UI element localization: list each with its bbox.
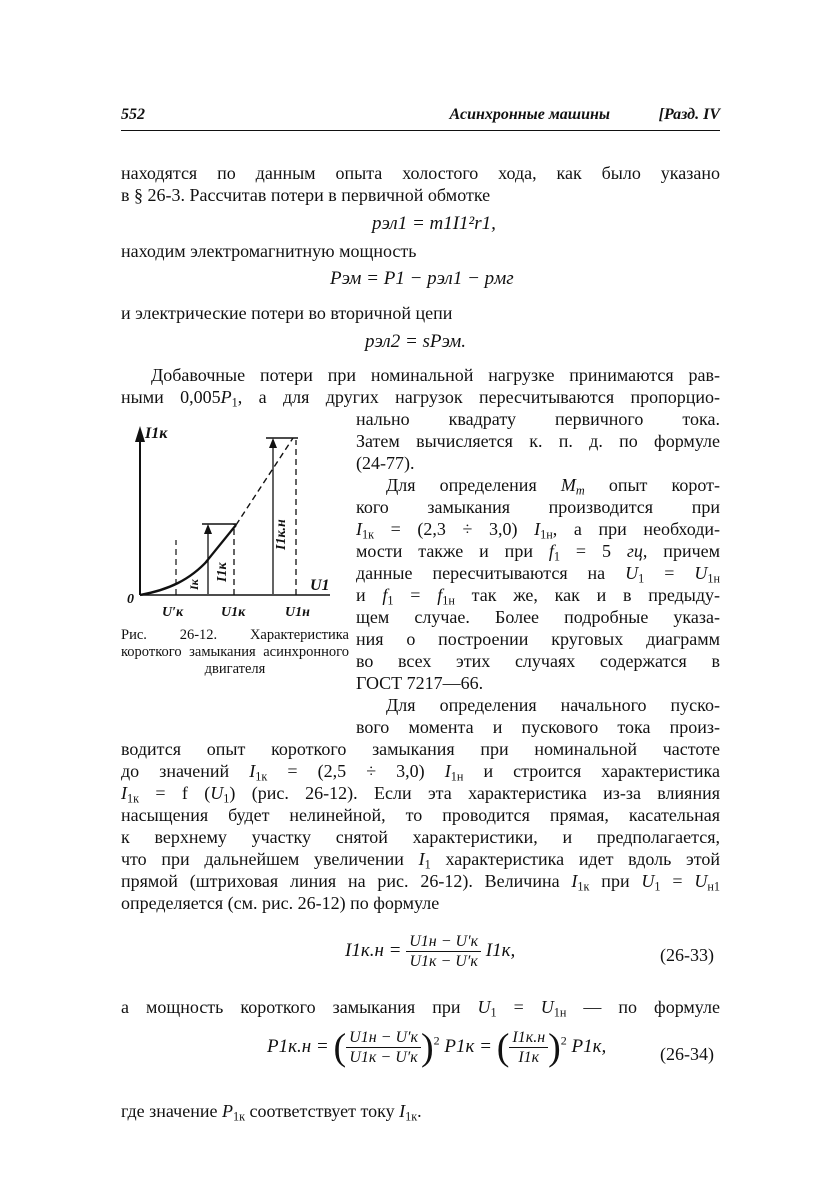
part-label: [Разд. IV xyxy=(658,106,720,123)
text-line: $I_{1к} = f$ $(U_1)$ (рис. 26-12). Если эта характеристика из-за влияния xyxy=(121,783,720,806)
text-line: определяется (см. рис. 26-12) по формуле xyxy=(121,893,440,913)
equation-pel1: pэл1 = m1I1²r1, xyxy=(372,213,496,234)
text-line: мости также и при $f_1 = 5$ гц, причем xyxy=(356,541,721,564)
i1kn-label: I1к.н xyxy=(274,519,289,550)
text-line: водится опыт короткого замыкания при номинальной частоте xyxy=(121,739,720,759)
equation-26-33: I1к.н = $\frac{U1н - U'к}{U1к - U'к}$ I1к, xyxy=(345,933,516,970)
text-line: насыщения будет нелинейной, то проводится прямая, касательная xyxy=(121,805,720,825)
text-line: $I_{1к} = (2,3 \div 3,0)$ $I_{1н}$, а при необходи- xyxy=(356,519,720,542)
text-line: ными $0,005P_1$, а для других нагрузок пересчитываются пропорцио- xyxy=(121,387,720,410)
fraction: $\frac{U1н - U'к}{U1к - U'к}$ xyxy=(406,932,481,971)
equation-pem: Pэм = P1 − pэл1 − pмг xyxy=(330,268,514,289)
text-line: в § 26-3. Рассчитав потери в первичной обмотке xyxy=(121,185,491,205)
text-line: щем случае. Более подробные указа- xyxy=(356,607,720,627)
text-line: до значений $I_{1к} = (2,5 \div 3,0)$ $I_{1н}$ и строится характеристика xyxy=(121,761,720,784)
text-line: находим электромагнитную мощность xyxy=(121,241,417,261)
y-axis-arrow-icon xyxy=(135,426,145,442)
text-line: ния о построении круговых диаграмм xyxy=(356,629,720,649)
equation-pel2: pэл2 = sPэм. xyxy=(365,331,467,352)
arrow-head-icon xyxy=(269,438,277,448)
text-line: кого замыкания производится при xyxy=(356,497,720,517)
text-line: к верхнему участку снятой характеристики, и предполагается, xyxy=(121,827,720,847)
text-line: прямой (штриховая линия на рис. 26-12). Величина $I_{1к}$ при $U_1 = U_{н1}$ xyxy=(121,871,720,894)
text-line: ГОСТ 7217—66. xyxy=(356,673,484,693)
u1k-label: U1к xyxy=(221,605,246,620)
text-line: и $f_1 = f_{1н}$ так же, как и в предыду- xyxy=(356,585,721,608)
text-line: где значение $P_{1к}$ соответствует току $I_{1к}$. xyxy=(121,1101,422,1124)
section-title: Асинхронные машины xyxy=(449,106,610,123)
text-line: находятся по данным опыта холостого хода, как было указано xyxy=(121,163,720,183)
equation-number: (26-33) xyxy=(660,945,714,965)
text-line: Для определения $M_m$ опыт корот- xyxy=(386,475,721,498)
arrow-head-icon xyxy=(204,524,212,534)
ik-label: Iк xyxy=(187,579,201,590)
text-line: вого момента и пускового тока произ- xyxy=(356,717,720,737)
text-line: Добавочные потери при номинальной нагрузке принимаются рав- xyxy=(151,365,720,385)
figure-26-12 xyxy=(118,420,350,625)
uk-prime-label: U′к xyxy=(162,605,184,620)
page-number: 552 xyxy=(121,106,145,123)
text-line: (24-77). xyxy=(356,453,415,473)
figure-caption: Рис. 26-12. Характеристика короткого замыкания асинхронного двигателя xyxy=(121,627,349,677)
text-line: что при дальнейшем увеличении $I_1$ характеристика идет вдоль этой xyxy=(121,849,720,872)
text-line: Для определения начального пуско- xyxy=(386,695,720,715)
i1k-label: I1к xyxy=(215,562,230,582)
equation-26-34: P1к.н = ( $\frac{U1н - U'к}{U1к - U'к}$ )$^2$ P1к = ( $\frac{I1к.н}{I1к}$ )$^2$ P1к, xyxy=(267,1026,607,1069)
x-axis-label: U1 xyxy=(310,577,330,594)
fraction: $\frac{I1к.н}{I1к}$ xyxy=(509,1028,548,1067)
equation-number: (26-34) xyxy=(660,1044,714,1064)
text-line: нально квадрату первичного тока. xyxy=(356,409,720,429)
page-header xyxy=(121,104,720,131)
text-line: данные пересчитываются на $U_1 = U_{1н}$ xyxy=(356,563,720,586)
origin-label: 0 xyxy=(127,592,134,607)
text-line: и электрические потери во вторичной цепи xyxy=(121,303,453,323)
text-line: Затем вычисляется к. п. д. по формуле xyxy=(356,431,720,451)
text-line: во всех этих случаях содержатся в xyxy=(356,651,720,671)
text-line: а мощность короткого замыкания при $U_1 = U_{1н}$ — по формуле xyxy=(121,997,720,1020)
fraction: $\frac{U1н - U'к}{U1к - U'к}$ xyxy=(346,1028,421,1067)
u1n-label: U1н xyxy=(285,605,310,620)
y-axis-label: I1к xyxy=(145,425,168,442)
dashed-extension xyxy=(236,438,293,525)
